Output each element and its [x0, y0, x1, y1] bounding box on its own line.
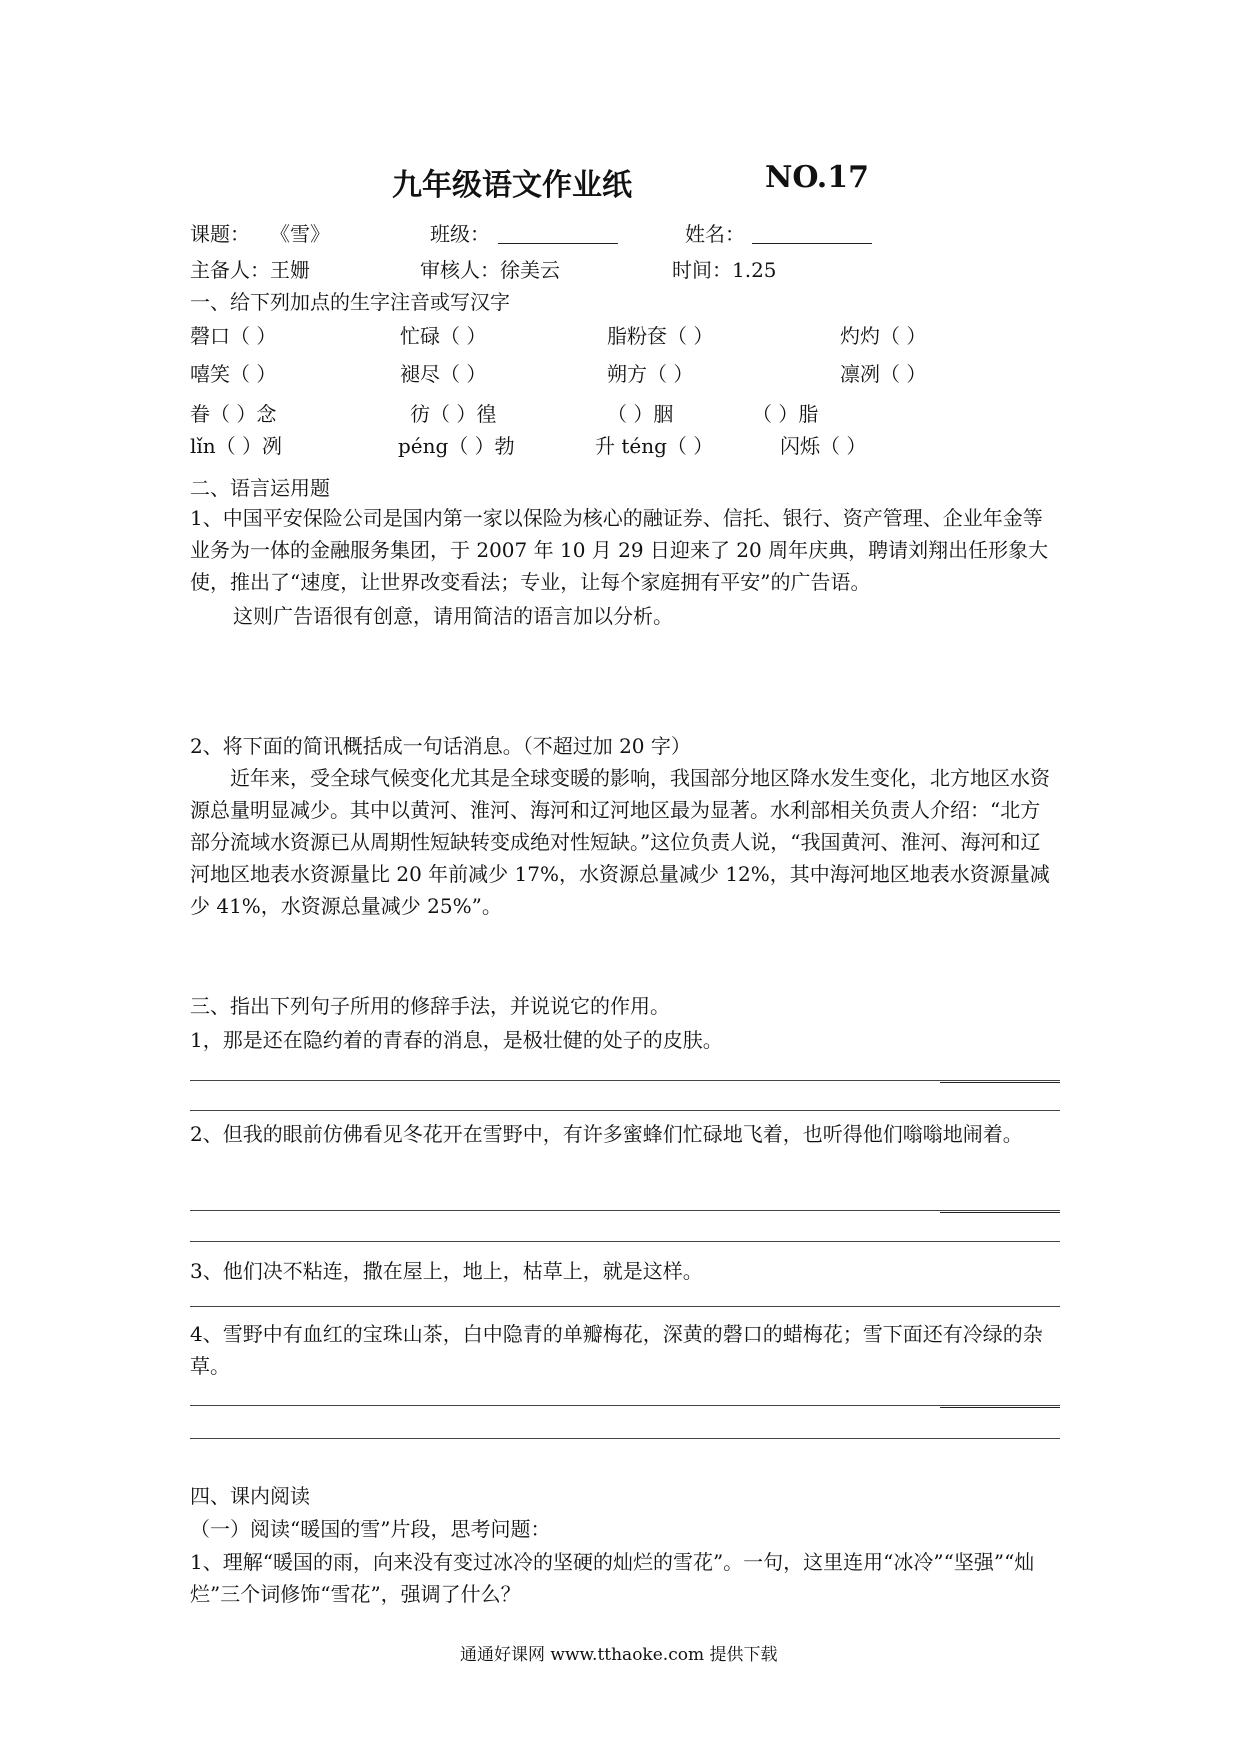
name-label: 姓名： — [685, 222, 745, 246]
s1-item: 忙碌（ ） — [400, 324, 487, 348]
s1-item: （ ）胭 — [607, 402, 674, 426]
section4-heading: 四、课内阅读 — [190, 1484, 310, 1508]
answer-line[interactable] — [190, 1080, 1060, 1081]
s3-q4: 4、雪野中有血红的宝珠山茶，白中隐青的单瓣梅花，深黄的磬口的蜡梅花；雪下面还有冷绿的杂草。 — [190, 1322, 1043, 1378]
answer-line[interactable] — [190, 1438, 1060, 1439]
s3-q1: 1，那是还在隐约着的青春的消息，是极壮健的处子的皮肤。 — [190, 1028, 723, 1052]
s1-item: （ ）脂 — [752, 402, 819, 426]
s1-item: 凛冽（ ） — [840, 362, 927, 386]
answer-line-end — [940, 1212, 1060, 1213]
answer-line[interactable] — [190, 1405, 1060, 1406]
answer-line[interactable] — [190, 1306, 1060, 1307]
name-blank[interactable] — [752, 243, 872, 244]
s1-item: lǐn（ ）冽 — [190, 434, 283, 458]
s3-q2: 2、但我的眼前仿佛看见冬花开在雪野中，有许多蜜蜂们忙碌地飞着，也听得他们嗡嗡地闹着。 — [190, 1122, 1023, 1146]
s1-item: 彷（ ）徨 — [410, 402, 497, 426]
section2-heading: 二、语言运用题 — [190, 476, 330, 500]
section3-heading: 三、指出下列句子所用的修辞手法，并说说它的作用。 — [190, 994, 670, 1018]
s2-q1-text: 1、中国平安保险公司是国内第一家以保险为核心的融证券、信托、银行、资产管理、企业年金等业务为一体的金融服务集团，于 2007 年 10 月 29 日迎来了 20 周年庆典，聘请刘翔出任形象大使，推出了“速度，让世界改变看法；专业，让每个家庭拥有平安”的广告语。 — [190, 506, 1049, 594]
answer-line[interactable] — [190, 1110, 1060, 1111]
footer-text: 通通好课网 www.tthaoke.com 提供下载 — [460, 1645, 778, 1665]
s1-item: 嘻笑（ ） — [190, 362, 277, 386]
s1-item: 升 téng（ ） — [595, 434, 714, 458]
s1-item: 闪烁（ ） — [780, 434, 867, 458]
s2-q1-ask: 这则广告语很有创意，请用简洁的语言加以分析。 — [233, 604, 673, 628]
answer-line-end — [940, 1407, 1060, 1408]
s1-item: 朔方（ ） — [607, 362, 694, 386]
s2-q2-text: 近年来，受全球气候变化尤其是全球变暖的影响，我国部分地区降水发生变化，北方地区水资源总量明显减少。其中以黄河、淮河、海河和辽河地区最为显著。水利部相关负责人介绍：“北方部分流域水资源已从周期性短缺转变成绝对性短缺。”这位负责人说，“我国黄河、淮河、海河和辽河地区地表水资源量比 20 年前减少 17%，水资源总量减少 12%，其中海河地区地表水资源量减少 41%，水资源总量减少 25%”。 — [190, 766, 1050, 918]
s1-item: 磬口（ ） — [190, 324, 277, 348]
s1-item: péng（ ）勃 — [398, 434, 515, 458]
s4-q1: 1、理解“暖国的雨，向来没有变过冰冷的坚硬的灿烂的雪花”。一句，这里连用“冰冷”“坚强”“灿烂”三个词修饰“雪花”，强调了什么？ — [190, 1550, 1035, 1606]
s1-item: 眷（ ）念 — [190, 402, 277, 426]
class-blank[interactable] — [498, 243, 618, 244]
s3-q3: 3、他们决不粘连，撒在屋上，地上，枯草上，就是这样。 — [190, 1259, 703, 1283]
answer-line[interactable] — [190, 1241, 1060, 1242]
answer-line[interactable] — [190, 1210, 1060, 1211]
worksheet-number: NO.17 — [765, 160, 869, 195]
s1-item: 脂粉奁（ ） — [607, 324, 714, 348]
page-title: 九年级语文作业纸 — [392, 168, 632, 203]
reviewer: 审核人：徐美云 — [420, 258, 560, 282]
s4-subheading: （一）阅读“暖国的雪”片段，思考问题： — [190, 1517, 551, 1541]
s2-q2-heading: 2、将下面的简讯概括成一句话消息。（不超过加 20 字） — [190, 734, 691, 758]
time: 时间：1.25 — [672, 258, 777, 282]
section1-heading: 一、给下列加点的生字注音或写汉字 — [190, 290, 510, 314]
preparer: 主备人：王姗 — [190, 258, 310, 282]
s1-item: 灼灼（ ） — [840, 324, 927, 348]
s1-item: 褪尽（ ） — [400, 362, 487, 386]
topic-value: 《雪》 — [270, 222, 330, 246]
answer-line-end — [940, 1082, 1060, 1083]
class-label: 班级： — [430, 222, 490, 246]
topic-label: 课题： — [190, 222, 250, 246]
